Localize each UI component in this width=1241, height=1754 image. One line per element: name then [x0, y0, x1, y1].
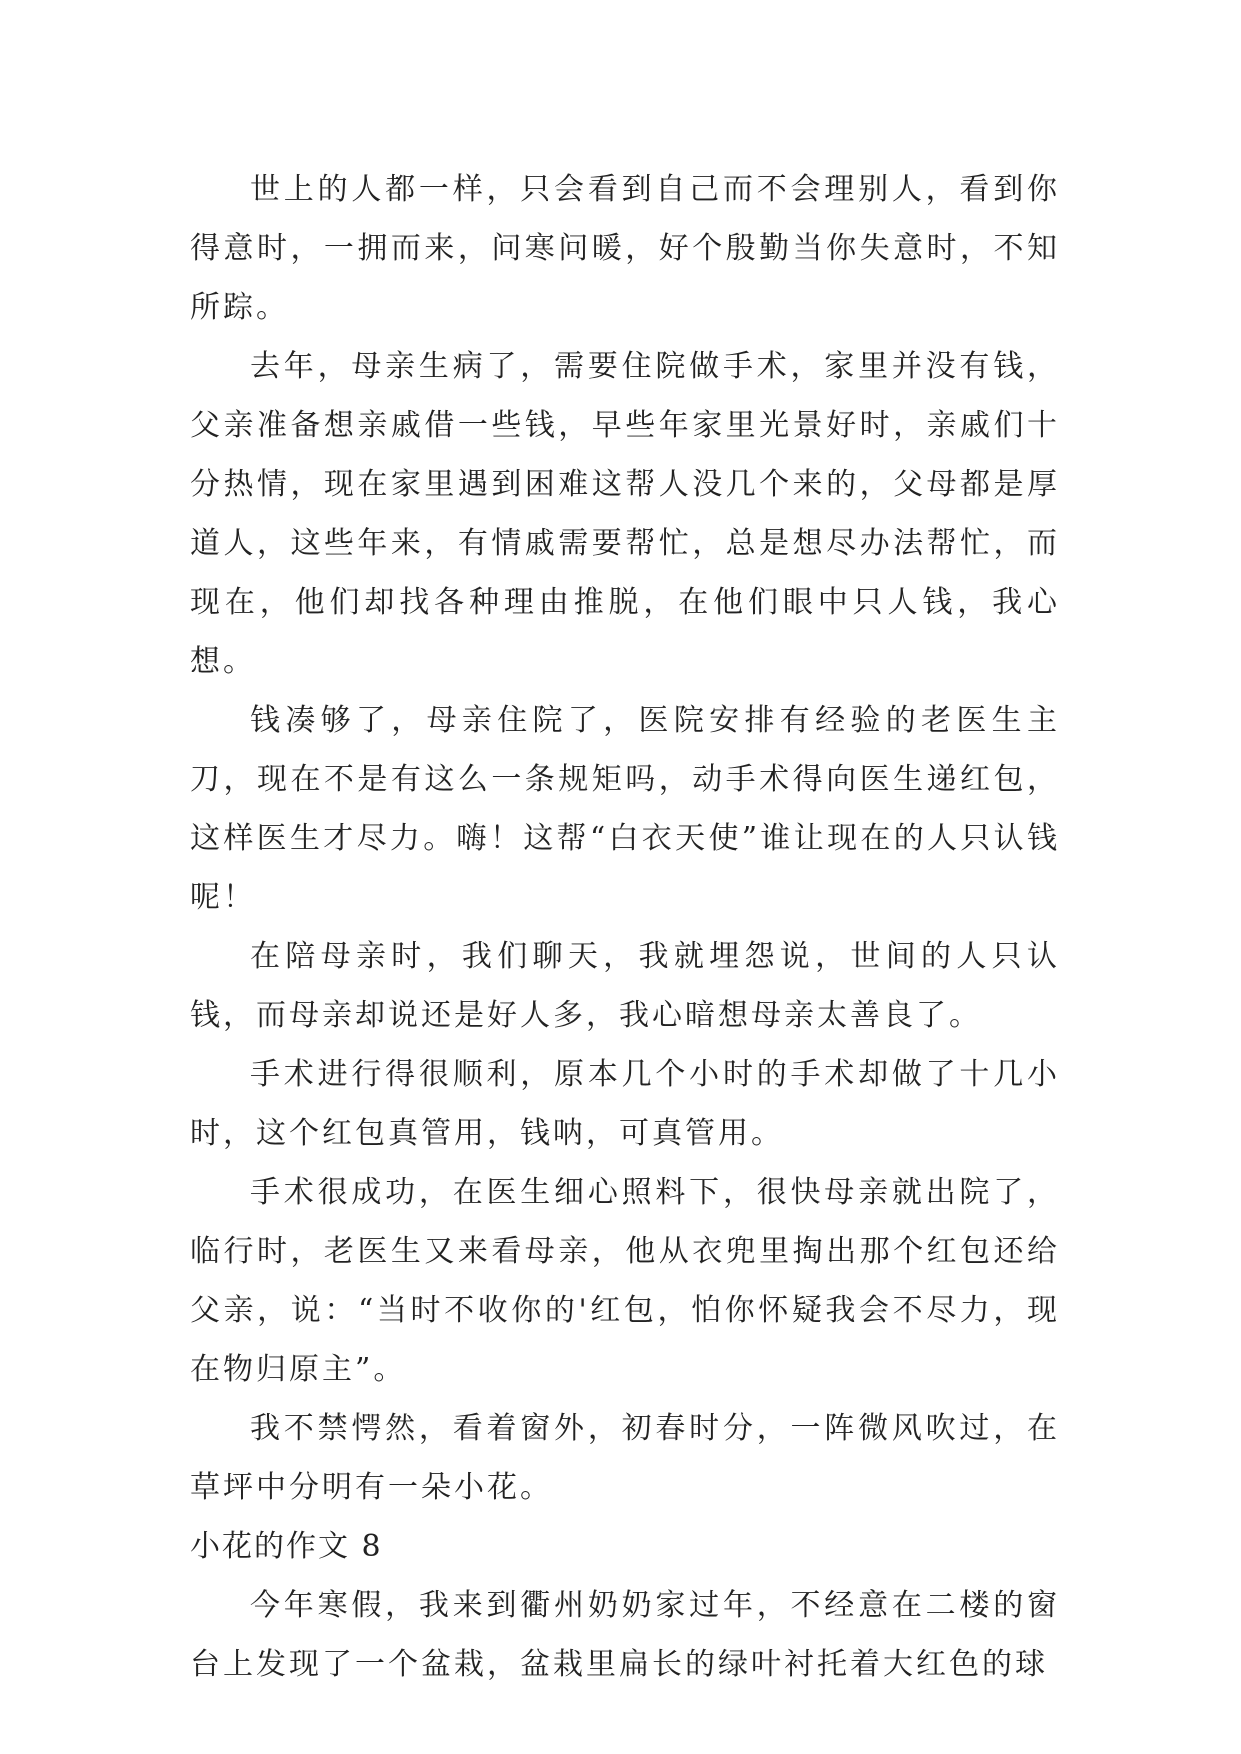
paragraph: 我不禁愕然，看着窗外，初春时分，一阵微风吹过，在草坪中分明有一朵小花。 [190, 1411, 1060, 1505]
paragraph: 在陪母亲时，我们聊天，我就埋怨说，世间的人只认钱，而母亲却说还是好人多，我心暗想母亲太善良了。 [190, 939, 1060, 1033]
section-heading: 小花的作文 8 [190, 1529, 383, 1564]
paragraph: 钱凑够了，母亲住院了，医院安排有经验的老医生主刀，现在不是有这么一条规矩吗，动手术得向医生递红包，这样医生才尽力。嗨！这帮“白衣天使”谁让现在的人只认钱呢！ [190, 703, 1060, 915]
paragraph: 去年，母亲生病了，需要住院做手术，家里并没有钱，父亲准备想亲戚借一些钱，早些年家里光景好时，亲戚们十分热情，现在家里遇到困难这帮人没几个来的，父母都是厚道人，这些年来，有情戚需要帮忙，总是想尽办法帮忙，而现在，他们却找各种理由推脱，在他们眼中只人钱，我心想。 [190, 349, 1060, 679]
document-body [190, 160, 1060, 1694]
paragraph: 手术进行得很顺利，原本几个小时的手术却做了十几小时，这个红包真管用，钱呐，可真管用。 [190, 1057, 1060, 1151]
paragraph: 手术很成功，在医生细心照料下，很快母亲就出院了，临行时，老医生又来看母亲，他从衣兜里掏出那个红包还给父亲，说：“当时不收你的'红包，怕你怀疑我会不尽力，现在物归原主”。 [190, 1175, 1060, 1387]
paragraph: 世上的人都一样，只会看到自己而不会理别人，看到你得意时，一拥而来，问寒问暖，好个殷勤当你失意时，不知所踪。 [190, 172, 1060, 325]
paragraph: 今年寒假，我来到衢州奶奶家过年，不经意在二楼的窗台上发现了一个盆栽，盆栽里扁长的绿叶衬托着大红色的球 [190, 1588, 1060, 1682]
